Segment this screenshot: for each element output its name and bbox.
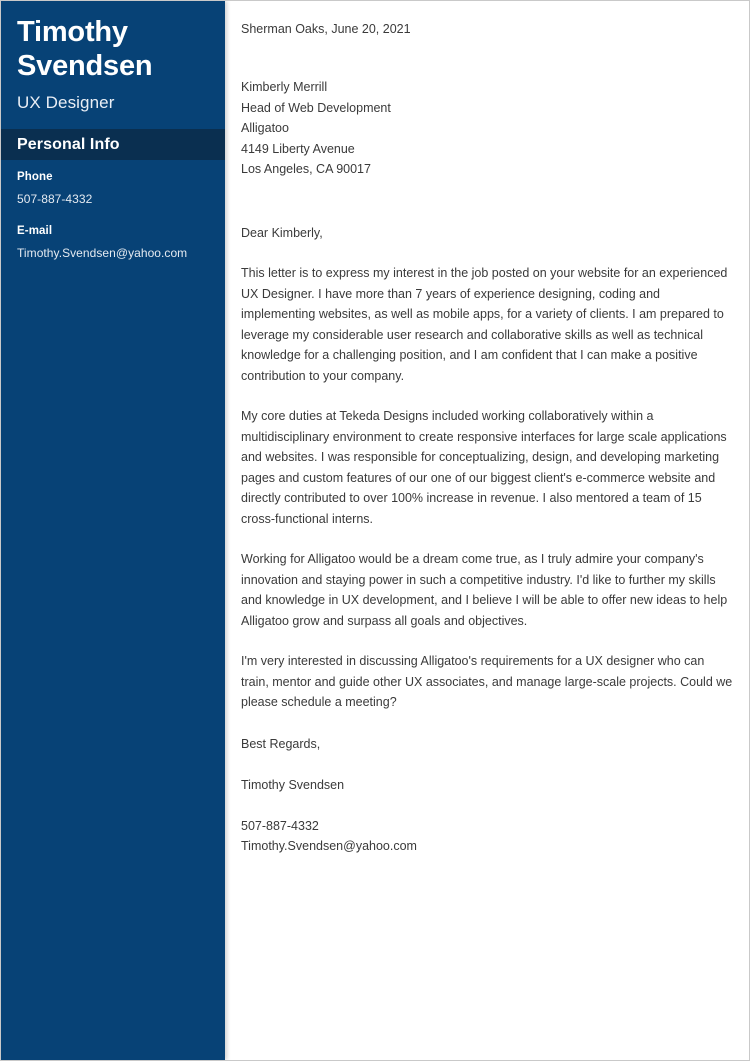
letter-date-line: Sherman Oaks, June 20, 2021: [241, 22, 411, 36]
recipient-company: Alligatoo: [241, 121, 289, 136]
candidate-job-title: UX Designer: [17, 93, 115, 113]
contact-label-email: E-mail: [17, 225, 53, 238]
letter-signature-name: Timothy Svendsen: [241, 778, 345, 793]
candidate-last-name: Svendsen: [17, 50, 153, 83]
personal-info-section-title: Personal Info: [17, 136, 120, 153]
letter-paragraph-3: Working for Alligatoo would be a dream come true, as I truly admire your company's innovation and staying power in such a competitive industry. I'd like to further my skills and knowledge in UX development, and I believe I will be able to offer new ideas to help Alligatoo grow and surpass all goals and objectives.: [241, 552, 728, 628]
recipient-street: 4149 Liberty Avenue: [241, 141, 355, 156]
contact-value-email[interactable]: Timothy.Svendsen@yahoo.com: [17, 246, 188, 261]
candidate-name: [17, 15, 209, 83]
recipient-address-block: [241, 77, 733, 180]
letter-body: [225, 1, 749, 1060]
contact-item-email: [17, 223, 209, 262]
sidebar-header: [1, 1, 225, 114]
recipient-city-state-zip: Los Angeles, CA 90017: [241, 162, 371, 177]
letter-paragraph-2: My core duties at Tekeda Designs included working collaboratively within a multidisciplinary environment to create responsive interfaces for large scale applications and websites. I was responsible for conceptualizing, design, and developing marketing pages and custom features of our one of our biggest client's e-commerce website and directly contributed to over 100% increase in revenue. I also mentored a team of 15 cross-functional interns.: [241, 409, 727, 526]
candidate-first-name: Timothy: [17, 16, 128, 48]
letter-closing: Best Regards,: [241, 736, 321, 751]
signature-phone[interactable]: 507-887-4332: [241, 818, 319, 833]
contact-label-phone: Phone: [17, 171, 53, 183]
letter-paragraph-1: This letter is to express my interest in the job posted on your website for an experienced UX Designer. I have more than 7 years of experience designing, coding and implementing websites, as well as mobile apps, for a variety of clients. I am prepared to leverage my considerable user research and collaborative skills as well as technical knowledge for a challenging position, and I am confident that I can make a positive contribution to your company.: [241, 266, 728, 383]
personal-info-section-header: [1, 129, 225, 160]
contact-value-phone[interactable]: 507-887-4332: [17, 192, 93, 207]
contact-list: [1, 169, 225, 277]
recipient-name: Kimberly Merrill: [241, 80, 328, 95]
letter-salutation: Dear Kimberly,: [241, 225, 323, 240]
sidebar: [1, 1, 225, 1060]
signature-email[interactable]: Timothy.Svendsen@yahoo.com: [241, 839, 417, 854]
letter-signature-contact: [241, 816, 733, 857]
contact-item-phone: [17, 169, 209, 208]
letter-paragraph-4: I'm very interested in discussing Alligatoo's requirements for a UX designer who can train, mentor and guide other UX associates, and manage large-scale projects. Could we please schedule a meeting?: [241, 654, 733, 710]
recipient-title: Head of Web Development: [241, 100, 391, 115]
letter-content: [241, 20, 733, 857]
